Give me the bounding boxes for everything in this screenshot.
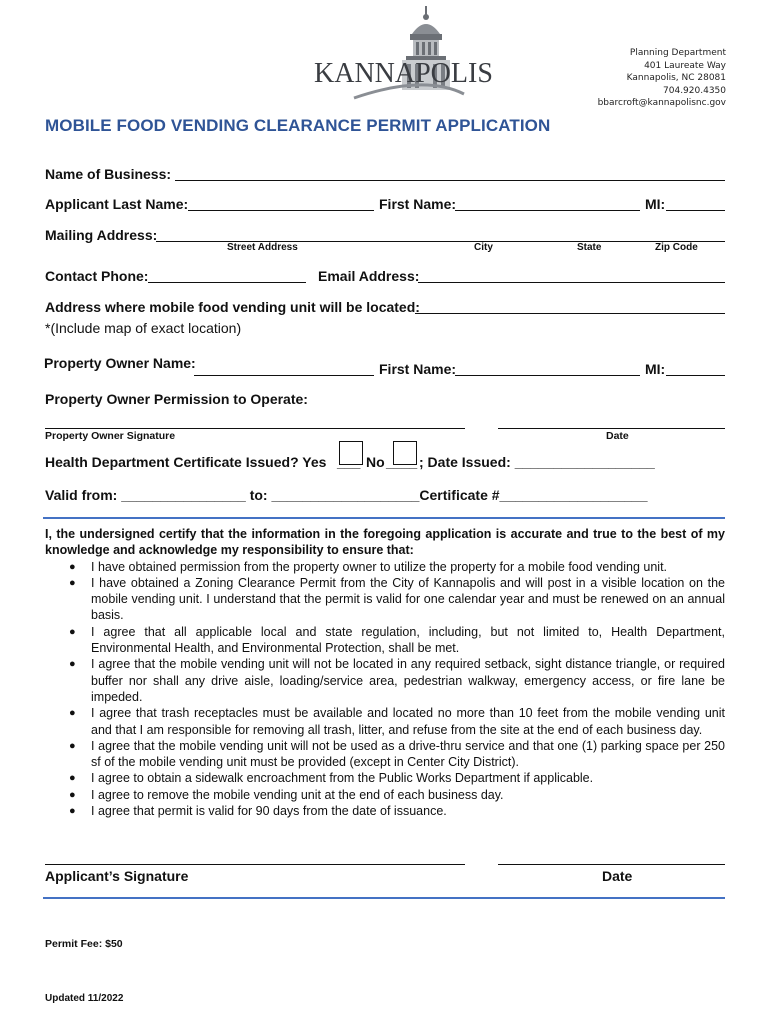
bullet-icon: ● — [69, 576, 76, 589]
section-divider — [43, 517, 725, 519]
certification-intro: I, the undersigned certify that the information in the foregoing application is accurate and true to the best of my knowledge and acknowledge my responsibility to ensure that: — [45, 527, 725, 558]
business-name-field[interactable] — [175, 180, 725, 181]
applicant-signature-caption: Applicant’s Signature — [45, 868, 189, 884]
valid-from-line: Valid from: ________________ to: ___________________Certificate #___________________ — [45, 487, 648, 503]
list-item: ● I agree to remove the mobile vending unit at the end of each business day. — [69, 787, 504, 802]
property-owner-date-caption: Date — [606, 430, 629, 442]
contact-department: Planning Department — [629, 48, 726, 58]
applicant-date-field[interactable] — [498, 864, 725, 865]
list-item: ● I agree that all applicable local and state regulation, including, but not limited to, Health Department, Environmental Health, and Environmental Protection, shall be met. — [69, 624, 725, 656]
list-item: ● I agree that trash receptacles must be available and located no more than 10 feet from the mobile vending unit and that I am responsible for removing all trash, litter, and refuse from the site at the end of each business day. — [69, 706, 725, 737]
applicant-first-name-field[interactable] — [455, 210, 640, 211]
list-item: ● I agree that the mobile vending unit will not be located in any required setback, sight distance triangle, or required buffer nor shall any drive aisle, loading/service area, pedestrian walkway, emergency access, or fire lane be impeded. — [69, 657, 725, 704]
state-caption: State — [577, 242, 602, 253]
email-address-field[interactable] — [418, 282, 725, 283]
health-no-blank: ____ — [386, 454, 418, 470]
property-owner-mi-field[interactable] — [666, 375, 725, 376]
property-owner-first-name-field[interactable] — [455, 375, 640, 376]
bullet-icon: ● — [69, 788, 76, 801]
bullet-icon: ● — [69, 739, 76, 752]
vending-address-field[interactable] — [415, 313, 725, 314]
updated-date: Updated 11/2022 — [45, 993, 124, 1004]
list-item: ● I agree to obtain a sidewalk encroachment from the Public Works Department if applicable. — [69, 771, 594, 786]
contact-info — [598, 47, 726, 110]
logo-wordmark: KANNAPOLIS — [314, 58, 493, 89]
certification-list — [45, 559, 725, 820]
list-item: ● I have obtained a Zoning Clearance Permit from the City of Kannapolis and will post in a visible location on the mobile vending unit. I understand that the permit is valid for one calendar year and must be renewed on an annual basis. — [69, 575, 725, 623]
applicant-mi-label: MI: — [645, 196, 666, 212]
zip-code-caption: Zip Code — [655, 242, 698, 253]
business-name-label: Name of Business: — [45, 166, 172, 182]
bullet-icon: ● — [69, 707, 76, 720]
property-owner-signature-caption: Property Owner Signature — [45, 430, 176, 442]
applicant-signature-field[interactable] — [45, 864, 465, 865]
contact-phone-label: Contact Phone: — [45, 268, 149, 284]
email-address-label: Email Address: — [318, 268, 420, 284]
list-item: ● I have obtained permission from the property owner to utilize the property for a mobile food vending unit. — [69, 559, 668, 574]
city-caption: City — [474, 242, 493, 253]
contact-phone-field[interactable] — [148, 282, 306, 283]
contact-phone: 704.920.4350 — [663, 85, 726, 96]
health-yes-blank: ___ — [337, 454, 361, 470]
property-owner-date-field[interactable] — [498, 428, 725, 429]
applicant-first-name-label: First Name: — [379, 196, 457, 212]
permit-fee: Permit Fee: $50 — [45, 938, 123, 950]
date-issued-label: ; Date Issued: __________________ — [419, 454, 655, 470]
property-owner-signature-field[interactable] — [45, 428, 465, 429]
property-owner-name-field[interactable] — [194, 375, 374, 376]
include-map-note: *(Include map of exact location) — [45, 320, 242, 336]
property-owner-mi-label: MI: — [645, 361, 666, 377]
bullet-icon: ● — [69, 805, 76, 818]
bullet-icon: ● — [69, 658, 76, 671]
certification-section — [45, 526, 725, 819]
bullet-icon: ● — [69, 625, 76, 638]
health-no-label: No — [366, 454, 385, 470]
street-address-caption: Street Address — [227, 242, 298, 253]
list-item: ● I agree that permit is valid for 90 days from the date of issuance. — [69, 804, 447, 819]
page-title: MOBILE FOOD VENDING CLEARANCE PERMIT APPLICATION — [45, 116, 551, 135]
bullet-icon: ● — [69, 560, 76, 573]
mailing-address-label: Mailing Address: — [45, 227, 158, 243]
footer-divider — [43, 897, 725, 899]
bullet-icon: ● — [69, 772, 76, 785]
property-owner-name-label: Property Owner Name: — [44, 355, 196, 371]
contact-street: 401 Laureate Way — [644, 60, 726, 71]
list-item: ● I agree that the mobile vending unit will not be used as a drive-thru service and that one (1) parking space per 250 sf of the mobile vending unit must be provided (except in Center City District). — [69, 738, 725, 770]
contact-email: bbarcroft@kannapolisnc.gov — [597, 98, 726, 108]
applicant-last-name-field[interactable] — [188, 210, 374, 211]
contact-city: Kannapolis, NC 28081 — [626, 73, 726, 83]
applicant-mi-field[interactable] — [666, 210, 725, 211]
property-owner-permission-label: Property Owner Permission to Operate: — [45, 391, 308, 407]
health-certificate-label: Health Department Certificate Issued? Yes — [45, 454, 327, 470]
applicant-date-caption: Date — [602, 868, 633, 884]
applicant-last-name-label: Applicant Last Name: — [45, 196, 189, 212]
vending-address-label: Address where mobile food vending unit will be located: — [45, 299, 420, 315]
property-owner-first-name-label: First Name: — [379, 361, 457, 377]
city-logo — [314, 4, 493, 102]
